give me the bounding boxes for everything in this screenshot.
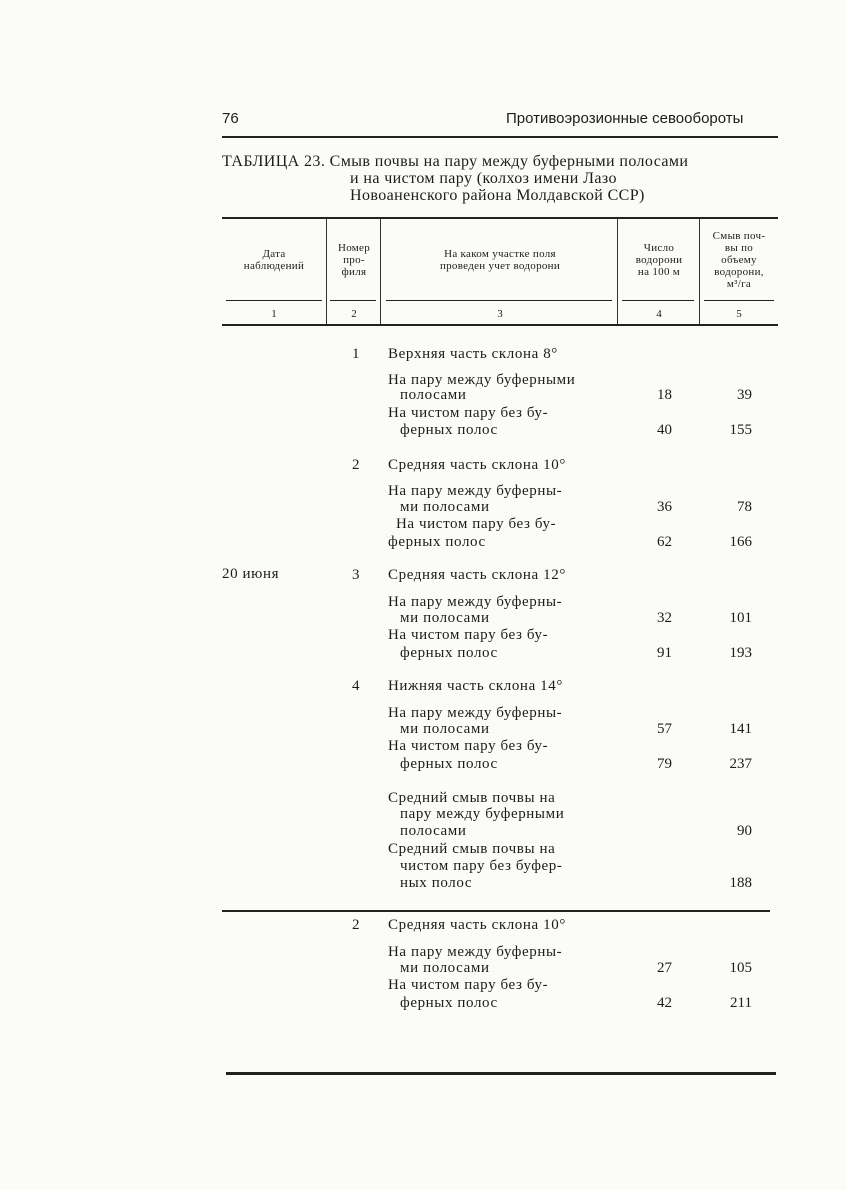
washout-value: 193 xyxy=(729,645,752,661)
count-value: 32 xyxy=(657,610,672,626)
washout-value: 141 xyxy=(729,721,752,737)
col-number-1: 1 xyxy=(271,308,277,320)
section-divider xyxy=(222,910,770,912)
count-value: 42 xyxy=(657,995,672,1011)
washout-value: 39 xyxy=(737,387,752,403)
observation-date: 20 июня xyxy=(222,566,280,582)
site-text: На пару между буферны- xyxy=(388,483,563,499)
washout-value: 155 xyxy=(729,422,752,438)
washout-value: 166 xyxy=(729,534,752,550)
profile-number: 3 xyxy=(352,567,361,583)
site-text: ми полосами xyxy=(400,960,490,976)
header-subrule-4 xyxy=(622,300,694,301)
col-divider-4 xyxy=(699,219,700,325)
header-subrule-1 xyxy=(226,300,322,301)
table-caption-line-1: ТАБЛИЦА 23. Смыв почвы на пару между буферными полосами xyxy=(222,153,689,170)
site-text: ми полосами xyxy=(400,610,490,626)
slope-part: Нижняя часть склона 14° xyxy=(388,678,563,694)
profile-number: 4 xyxy=(352,678,361,694)
header-rule xyxy=(222,136,778,138)
site-text: На чистом пару без бу- xyxy=(396,516,557,532)
table-top-rule xyxy=(222,217,778,219)
table-caption-line-3: Новоаненского района Молдавской ССР) xyxy=(350,187,645,204)
site-text: На пару между буферны- xyxy=(388,944,563,960)
site-text: ми полосами xyxy=(400,499,490,515)
slope-part: Средняя часть склона 12° xyxy=(388,567,566,583)
site-text: На чистом пару без бу- xyxy=(388,738,549,754)
average-text: чистом пару без буфер- xyxy=(400,858,563,874)
site-text: На пару между буферными xyxy=(388,372,576,388)
count-value: 36 xyxy=(657,499,672,515)
count-value: 62 xyxy=(657,534,672,550)
profile-number: 1 xyxy=(352,346,361,362)
slope-part: Верхняя часть склона 8° xyxy=(388,346,558,362)
site-text: полосами xyxy=(400,387,467,403)
col-divider-1 xyxy=(326,219,327,325)
count-value: 40 xyxy=(657,422,672,438)
site-text: На пару между буферны- xyxy=(388,705,563,721)
col-divider-3 xyxy=(617,219,618,325)
site-text: ми полосами xyxy=(400,721,490,737)
average-text: полосами xyxy=(400,823,467,839)
running-title: Противоэрозионные севообороты xyxy=(506,110,744,127)
col-number-4: 4 xyxy=(656,308,662,320)
header-bottom-rule xyxy=(222,324,778,326)
col-number-3: 3 xyxy=(497,308,503,320)
col-header-site: На каком участке поля проведен учет водорони xyxy=(439,248,561,272)
site-text: На пару между буферны- xyxy=(388,594,563,610)
site-text: ферных полос xyxy=(400,645,498,661)
header-subrule-5 xyxy=(704,300,774,301)
slope-part: Средняя часть склона 10° xyxy=(388,457,566,473)
washout-value: 237 xyxy=(729,756,752,772)
col-number-2: 2 xyxy=(351,308,357,320)
site-text: На чистом пару без бу- xyxy=(388,977,549,993)
average-washout-value: 90 xyxy=(737,823,752,839)
count-value: 79 xyxy=(657,756,672,772)
site-text: ферных полос xyxy=(400,756,498,772)
average-text: пару между буферными xyxy=(400,806,565,822)
count-value: 91 xyxy=(657,645,672,661)
washout-value: 78 xyxy=(737,499,752,515)
site-text: На чистом пару без бу- xyxy=(388,405,549,421)
col-header-profile: Номер про- филя xyxy=(337,242,371,278)
washout-value: 101 xyxy=(729,610,752,626)
col-header-washout: Смыв поч- вы по объему водорони, м³/га xyxy=(712,230,766,290)
col-number-5: 5 xyxy=(736,308,742,320)
profile-number: 2 xyxy=(352,917,361,933)
header-subrule-2 xyxy=(330,300,376,301)
average-washout-value: 188 xyxy=(729,875,752,891)
average-text: Средний смыв почвы на xyxy=(388,841,556,857)
slope-part: Средняя часть склона 10° xyxy=(388,917,566,933)
profile-number: 2 xyxy=(352,457,361,473)
site-text: На чистом пару без бу- xyxy=(388,627,549,643)
site-text: ферных полос xyxy=(388,534,486,550)
average-text: ных полос xyxy=(400,875,473,891)
page-number: 76 xyxy=(222,110,239,127)
site-text: ферных полос xyxy=(400,422,498,438)
col-divider-2 xyxy=(380,219,381,325)
washout-value: 211 xyxy=(730,995,752,1011)
count-value: 18 xyxy=(657,387,672,403)
col-header-date: Дата наблюдений xyxy=(243,248,305,272)
washout-value: 105 xyxy=(729,960,752,976)
page-bottom-rule xyxy=(226,1072,776,1075)
table-caption-line-2: и на чистом пару (колхоз имени Лазо xyxy=(350,170,617,187)
average-text: Средний смыв почвы на xyxy=(388,790,556,806)
site-text: ферных полос xyxy=(400,995,498,1011)
count-value: 57 xyxy=(657,721,672,737)
col-header-count: Число водорони на 100 м xyxy=(635,242,683,278)
count-value: 27 xyxy=(657,960,672,976)
header-subrule-3 xyxy=(386,300,612,301)
